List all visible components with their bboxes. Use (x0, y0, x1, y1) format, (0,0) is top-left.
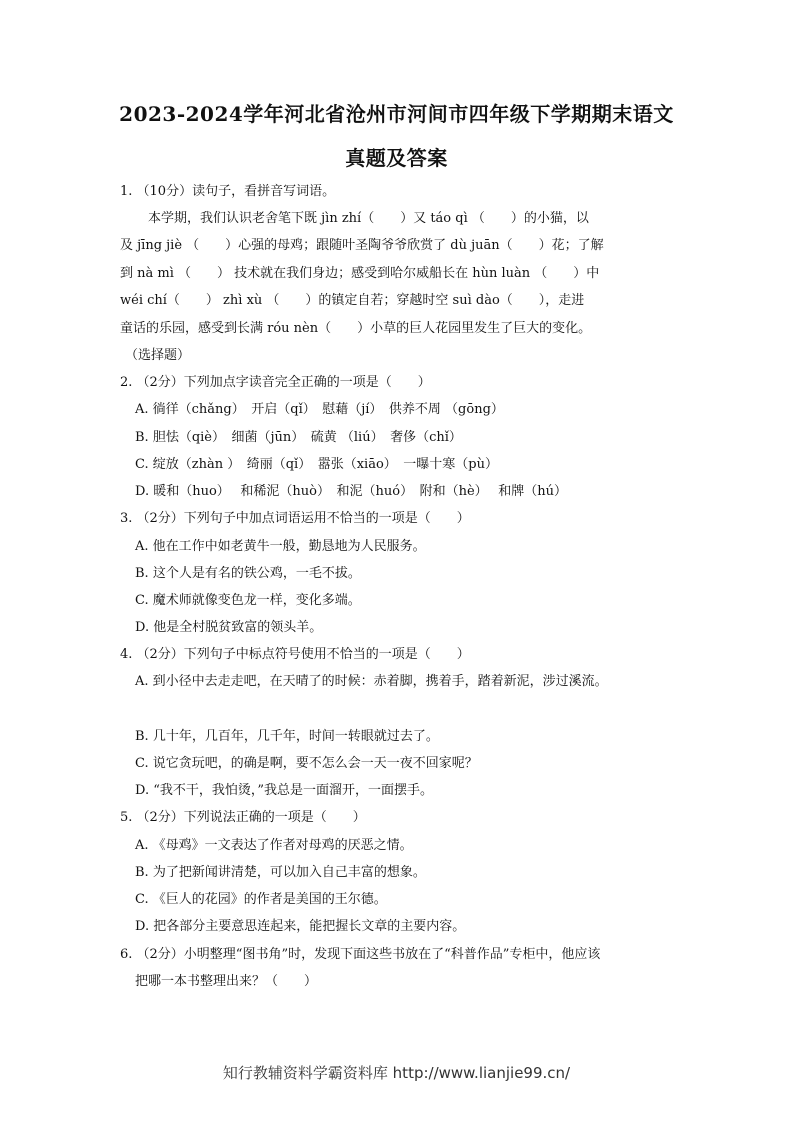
question-5-option-c: C. 《巨人的花园》的作者是美国的王尔德。 (135, 892, 387, 907)
section-label: （选择题） (125, 348, 191, 363)
question-3-option-d: D. 他是全村脱贫致富的领头羊。 (135, 620, 323, 635)
question-4-option-a: A. 到小径中去走走吧，在天晴了的时候：赤着脚，携着手，踏着新泥，涉过溪流。 (135, 674, 608, 689)
document-title-line-1: 2023-2024学年河北省沧州市河间市四年级下学期期末语文 (119, 102, 674, 126)
question-3-option-c: C. 魔术师就像变色龙一样，变化多端。 (135, 593, 361, 608)
footer-watermark: 知行教辅资料学霸资料库 http://www.lianjie99.cn/ (222, 1064, 571, 1082)
question-5-option-b: B. 为了把新闻讲清楚，可以加入自己丰富的想象。 (135, 865, 426, 880)
question-5-header: 5. （2分）下列说法正确的一项是（ ） (120, 810, 366, 825)
question-2-header: 2. （2分）下列加点字读音完全正确的一项是（ ） (120, 375, 431, 390)
question-1-line: wéi chí（ ） zhì xù （ ）的镇定自若；穿越时空 suì dào（ ），走进 (120, 293, 585, 308)
question-1-line: 本学期，我们认识老舍笔下既 jìn zhí（ ）又 táo qì （ ）的小猫，以 (148, 211, 589, 226)
question-4-option-c: C. 说它贪玩吧，的确是啊，要不怎么会一天一夜不回家呢？ (135, 756, 478, 771)
question-3-option-a: A. 他在工作中如老黄牛一般，勤恳地为人民服务。 (135, 539, 426, 554)
question-6-continuation: 把哪一本书整理出来？（ ） (135, 974, 318, 989)
question-4-option-d: D. “我不干，我怕烫，”我总是一面溜开，一面摆手。 (135, 783, 434, 798)
question-4-header: 4. （2分）下列句子中标点符号使用不恰当的一项是（ ） (120, 647, 470, 662)
question-3-header: 3. （2分）下列句子中加点词语运用不恰当的一项是（ ） (120, 511, 470, 526)
question-4-option-b: B. 几十年，几百年，几千年，时间一转眼就过去了。 (135, 729, 439, 744)
question-2-option-d: D. 暖和（huo） 和稀泥（huò） 和泥（huó） 附和（hè） 和牌（hú） (135, 484, 568, 499)
question-1-line: 童话的乐园，感受到长满 róu nèn（ ）小草的巨人花园里发生了巨大的变化。 (120, 321, 592, 336)
question-3-option-b: B. 这个人是有名的铁公鸡，一毛不拔。 (135, 566, 361, 581)
question-1-line: 及 jīng jiè （ ）心强的母鸡；跟随叶圣陶爷爷欣赏了 dù juān（ ）花；了解 (120, 238, 604, 253)
question-1-header: 1. （10分）读句子，看拼音写词语。 (120, 184, 336, 199)
question-2-option-c: C. 绽放（zhàn ） 绮丽（qǐ） 嚣张（xiāo） 一曝十寒（pù） (135, 457, 498, 472)
question-5-option-d: D. 把各部分主要意思连起来，能把握长文章的主要内容。 (135, 919, 466, 934)
document-title-line-2: 真题及答案 (345, 146, 448, 170)
question-5-option-a: A. 《母鸡》一文表达了作者对母鸡的厌恶之情。 (135, 838, 413, 853)
question-2-option-b: B. 胆怯（qiè） 细菌（jūn） 硫黄 （liú） 奢侈（chǐ） (135, 430, 462, 445)
question-2-option-a: A. 徜徉（chǎng） 开启（qǐ） 慰藉（jí） 供养不周 （gōng） (135, 402, 504, 417)
question-6-header: 6. （2分）小明整理“图书角”时，发现下面这些书放在了“科普作品”专柜中，他应该 (120, 947, 601, 962)
question-1-line: 到 nà mì （ ） 技术就在我们身边；感受到哈尔威船长在 hùn luàn （ ）中 (120, 266, 600, 281)
